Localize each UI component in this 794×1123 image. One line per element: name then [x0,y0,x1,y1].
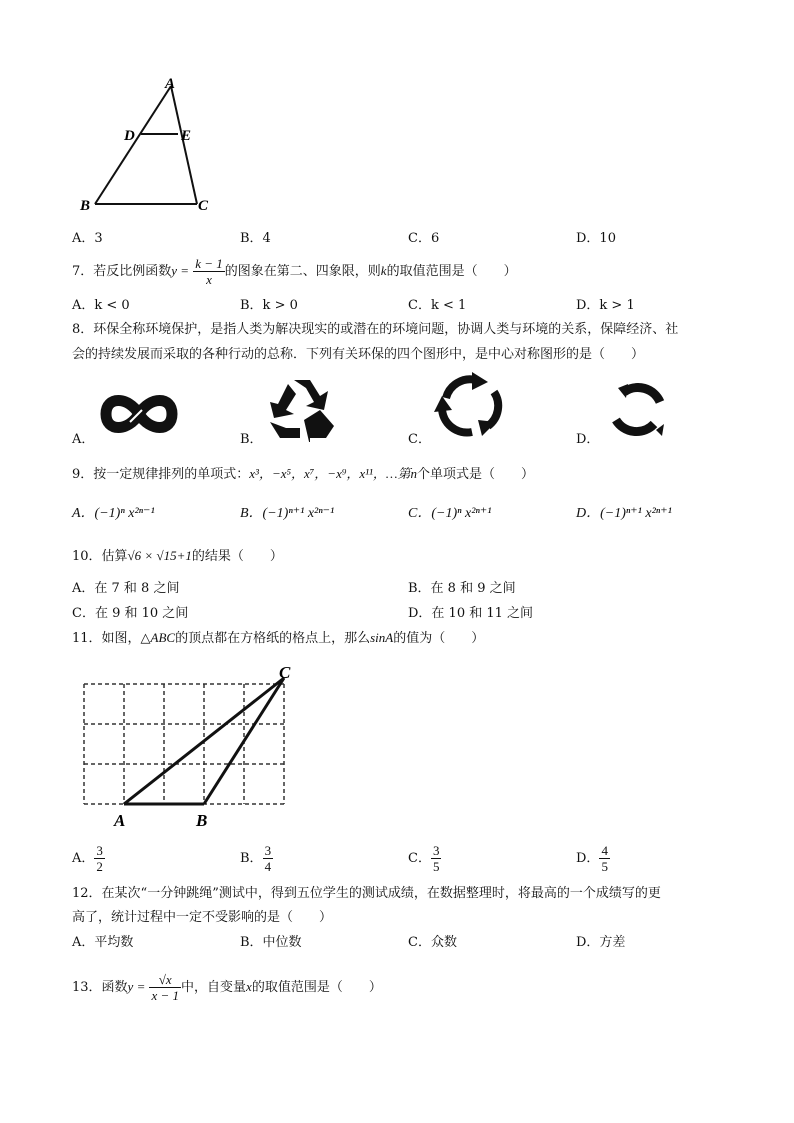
q10-option-d[interactable]: D．在 10 和 11 之间 [408,606,534,621]
q11-option-c-label: C． [408,851,431,866]
q11-option-b-frac [263,843,274,874]
grid-vertex-b: B [196,811,208,830]
q7-option-b[interactable]: B．k > 0 [240,298,298,313]
q7-fraction [193,256,225,287]
q13-var-x: x [246,979,252,994]
q7-func-lhs: y = [171,263,190,278]
q8-line1: 8．环保全称环境保护，是指人类为解决现实的或潜在的环境问题，协调人类与环境的关系，保障经济、社 [72,322,679,337]
q7-frac-den: x [206,272,212,287]
q12-line2: 高了，统计过程中一定不受影响的是（ ） [72,910,333,925]
q11-option-d-label: D． [576,851,600,866]
q11-option-b-num: 3 [264,843,272,858]
q9-var-n: n [410,466,417,481]
q13-mid: 中，自变量 [181,980,247,995]
q8-option-b[interactable]: B． [240,432,263,447]
q7-text-mid: 的图象在第二、四象限，则 [224,264,381,279]
grid-vertex-c: C [279,664,291,682]
q9-stem [72,465,534,484]
q11-option-b[interactable] [240,840,273,878]
q6-option-a[interactable]: A．3 [72,231,103,246]
q6-option-d[interactable]: D．10 [576,231,616,246]
vertex-label-d: D [124,128,135,144]
q11-option-d-frac [599,843,610,874]
q11-option-c-num: 3 [432,843,440,858]
q12-option-c[interactable]: C．众数 [408,935,457,950]
q9-sequence: x³，−x⁵，x⁷，−x⁹，x¹¹，…第 [249,466,411,481]
q6-option-b[interactable]: B．4 [240,231,271,246]
q13-fraction [149,972,181,1003]
q11-option-d-num: 4 [601,843,608,858]
q9-option-d[interactable]: D．(−1)ⁿ⁺¹ x²ⁿ⁺¹ [576,506,672,521]
q11-option-c-frac [431,843,442,874]
q11-suffix: 的值为（ ） [393,631,485,646]
q10-option-a[interactable]: A．在 7 和 8 之间 [72,581,180,596]
q10-suffix: 的结果（ ） [191,549,283,564]
q8-line2: 会的持续发展而采取的各种行动的总称．下列有关环保的四个图形中，是中心对称图形的是（ ） [72,347,645,362]
q11-sin: sinA [370,630,394,645]
q10-expr: √6 × √15+1 [127,548,192,563]
q11-option-a-num: 3 [96,843,103,858]
q10-prefix: 10．估算 [72,549,128,564]
q12-option-b[interactable]: B．中位数 [240,935,302,950]
q11-option-c[interactable] [408,840,441,878]
q13-suffix: 的取值范围是（ ） [251,980,382,995]
q13-prefix: 13．函数 [72,980,128,995]
vertex-label-b: B [80,198,91,214]
q11-option-a[interactable] [72,840,105,878]
q11-option-a-label: A． [72,851,95,866]
q9-suffix: 个单项式是（ ） [417,467,535,482]
q11-stem [72,629,484,648]
recycle-triangle-icon [264,376,340,442]
q10-stem [72,547,283,566]
circular-arrows-icon [432,370,508,442]
grid-triangle-figure [78,664,308,834]
q8-option-a[interactable]: A． [72,432,95,447]
q11-option-d-den: 5 [601,859,608,874]
q13-stem [72,967,382,1007]
q11-prefix: 11．如图， [72,631,141,646]
triangle-figure [70,72,230,222]
vertex-label-c: C [198,198,209,214]
q8-option-c[interactable]: C． [408,432,431,447]
q7-frac-num: k − 1 [195,256,223,271]
q7-option-c[interactable]: C．k < 1 [408,298,467,313]
vertex-label-e: E [181,128,192,144]
q10-option-c[interactable]: C．在 9 和 10 之间 [72,606,189,621]
q11-option-a-frac [94,843,105,874]
grid-vertex-a: A [114,811,126,830]
q11-option-c-den: 5 [432,859,440,874]
q7-option-d[interactable]: D．k > 1 [576,298,635,313]
q7-var-k: k [380,263,387,278]
q13-frac-num: √x [149,972,181,988]
infinity-recycle-icon [100,390,178,438]
q12-option-a[interactable]: A．平均数 [72,935,134,950]
q10-option-b[interactable]: B．在 8 和 9 之间 [408,581,516,596]
q11-option-a-den: 2 [96,859,103,874]
q9-prefix: 9．按一定规律排列的单项式： [72,467,250,482]
q11-option-b-label: B． [240,851,263,866]
q12-option-d[interactable]: D．方差 [576,935,626,950]
q11-option-d[interactable] [576,840,610,878]
q11-mid: 的顶点都在方格纸的格点上，那么 [175,631,371,646]
q13-frac-den: x − 1 [151,988,180,1003]
q7-number: 7．若反比例函数 [72,264,172,279]
q12-line1: 12．在某次“一分钟跳绳”测试中，得到五位学生的测试成绩，在数据整理时，将最高的一个成绩写的更 [72,886,661,901]
q7-text-end: 的取值范围是（ ） [386,264,517,279]
q6-option-c[interactable]: C．6 [408,231,440,246]
q9-option-a[interactable]: A．(−1)ⁿ x²ⁿ⁻¹ [72,506,155,521]
vertex-label-a: A [165,76,176,92]
q11-tri: △ABC [140,630,176,645]
open-loop-arrows-icon [604,380,670,442]
q8-option-d[interactable]: D． [576,432,600,447]
q9-option-b[interactable]: B．(−1)ⁿ⁺¹ x²ⁿ⁻¹ [240,506,335,521]
q7-stem [72,252,517,290]
q9-option-c[interactable]: C．(−1)ⁿ x²ⁿ⁺¹ [408,506,492,521]
q11-option-b-den: 4 [264,859,272,874]
q7-option-a[interactable]: A．k < 0 [72,298,130,313]
q13-func-lhs: y = [127,979,146,994]
